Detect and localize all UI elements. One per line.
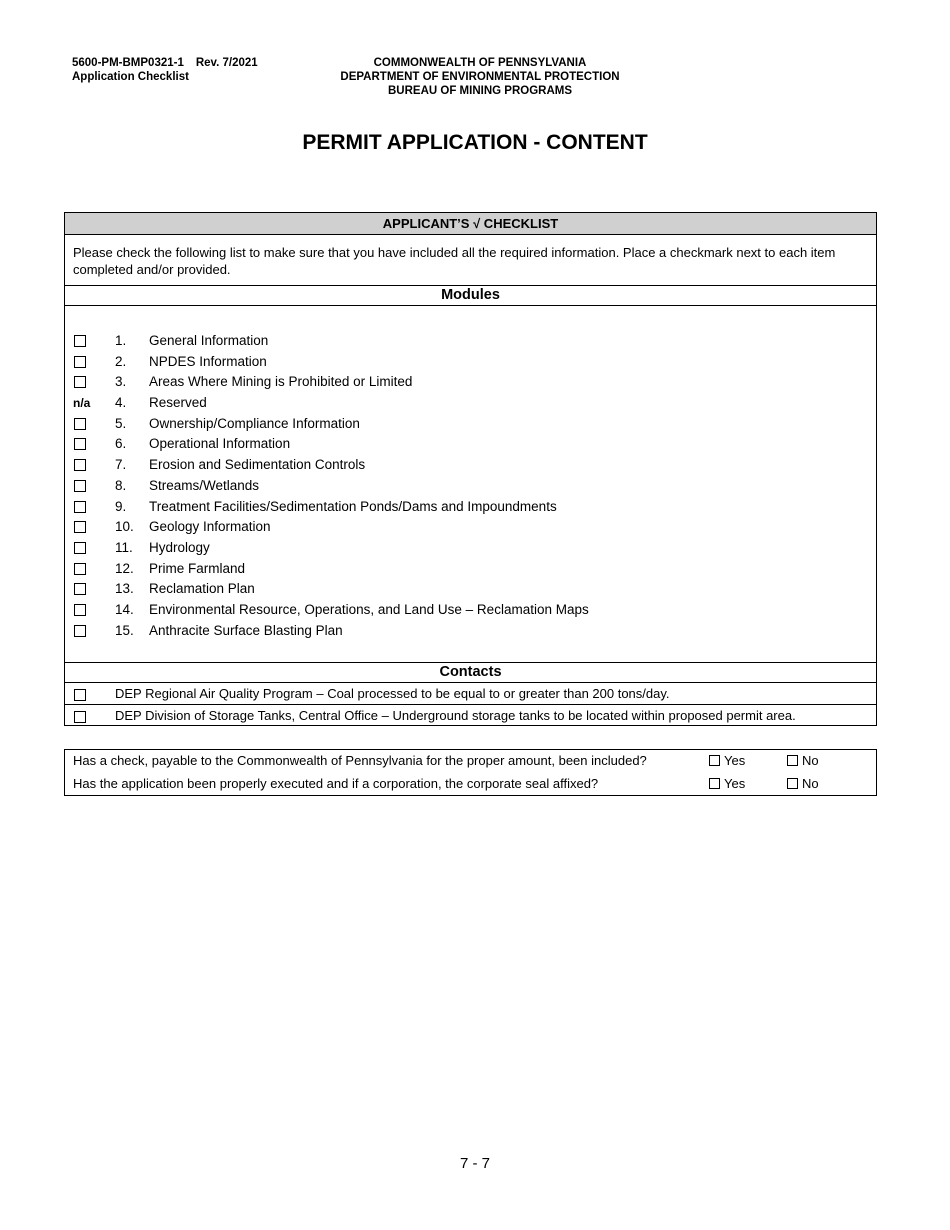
module-item xyxy=(65,621,876,642)
module-number: 7. xyxy=(115,457,127,473)
yes-label: Yes xyxy=(724,753,746,768)
module-label: Hydrology xyxy=(149,539,210,555)
module-label: Areas Where Mining is Prohibited or Limited xyxy=(149,374,413,390)
module-item xyxy=(65,600,876,621)
module-item xyxy=(65,517,876,538)
module-number: 5. xyxy=(115,415,127,431)
module-label: Anthracite Surface Blasting Plan xyxy=(149,622,343,638)
module-number: 8. xyxy=(115,477,127,493)
module-checkbox[interactable] xyxy=(74,459,86,471)
contacts-heading: Contacts xyxy=(65,663,876,683)
module-number: 15. xyxy=(115,622,134,638)
page-number: 7 - 7 xyxy=(459,1155,490,1172)
module-number: 1. xyxy=(115,333,127,348)
module-label: Environmental Resource, Operations, and Land Use – Reclamation Maps xyxy=(149,601,589,617)
module-item xyxy=(65,393,876,414)
checklist-intro: Please check the following list to make sure that you have included all the required information. Place a checkmark next to each item completed and/or provided. xyxy=(65,235,876,286)
module-label: Ownership/Compliance Information xyxy=(149,415,360,431)
module-number: 12. xyxy=(115,560,134,576)
page-title: PERMIT APPLICATION - CONTENT xyxy=(302,131,648,154)
form-number: 5600-PM-BMP0321-1 xyxy=(72,57,184,69)
no-option[interactable] xyxy=(787,776,819,791)
form-revision: Rev. 7/2021 xyxy=(195,57,258,69)
module-label: Prime Farmland xyxy=(149,560,246,576)
question-row xyxy=(65,750,876,773)
module-item xyxy=(65,497,876,518)
contact-item xyxy=(65,683,876,705)
module-label: Operational Information xyxy=(149,436,291,452)
agency-line: COMMONWEALTH OF PENNSYLVANIA xyxy=(373,57,587,69)
checklist-box xyxy=(64,212,877,726)
question-text: Has the application been properly executed and if a corporation, the corporate seal affixed? xyxy=(73,775,599,791)
module-number: 2. xyxy=(115,353,127,369)
yes-option[interactable] xyxy=(709,753,745,768)
module-item xyxy=(65,331,876,352)
modules-list xyxy=(65,306,876,663)
module-number: 4. xyxy=(115,395,127,411)
module-number: 11. xyxy=(115,539,133,555)
module-na-marker: n/a xyxy=(73,396,91,411)
contact-checkbox[interactable] xyxy=(74,711,86,723)
question-row xyxy=(65,773,876,796)
module-checkbox[interactable] xyxy=(74,356,86,368)
no-label: No xyxy=(802,775,819,791)
agency-line: DEPARTMENT OF ENVIRONMENTAL PROTECTION xyxy=(340,71,620,83)
module-number: 3. xyxy=(115,374,127,390)
module-label: Geology Information xyxy=(149,519,271,535)
module-item xyxy=(65,538,876,559)
module-checkbox[interactable] xyxy=(74,376,86,388)
contact-item xyxy=(65,705,876,727)
contact-label: DEP Division of Storage Tanks, Central Office – Underground storage tanks to be located within proposed permit area. xyxy=(115,708,796,723)
module-number: 6. xyxy=(115,436,127,452)
agency-header xyxy=(295,56,665,98)
module-item xyxy=(65,476,876,497)
module-checkbox[interactable] xyxy=(74,438,86,450)
module-checkbox[interactable] xyxy=(74,480,86,492)
no-label: No xyxy=(802,753,819,768)
module-checkbox[interactable] xyxy=(74,542,86,554)
module-number: 10. xyxy=(115,519,134,535)
question-text: Has a check, payable to the Commonwealth of Pennsylvania for the proper amount, been included? xyxy=(73,753,647,768)
module-item xyxy=(65,352,876,373)
module-item xyxy=(65,434,876,455)
module-number: 14. xyxy=(115,601,134,617)
contact-label: DEP Regional Air Quality Program – Coal processed to be equal to or greater than 200 tons/day. xyxy=(115,686,670,701)
module-checkbox[interactable] xyxy=(74,583,86,595)
module-item xyxy=(65,579,876,600)
module-label: General Information xyxy=(149,333,269,348)
module-item xyxy=(65,455,876,476)
module-item xyxy=(65,559,876,580)
module-checkbox[interactable] xyxy=(74,563,86,575)
contacts-list xyxy=(65,683,876,727)
module-checkbox[interactable] xyxy=(74,501,86,513)
contact-checkbox[interactable] xyxy=(74,689,86,701)
module-checkbox[interactable] xyxy=(74,625,86,637)
yes-option[interactable] xyxy=(709,776,745,791)
module-label: Reclamation Plan xyxy=(149,581,255,597)
modules-heading: Modules xyxy=(65,286,876,306)
module-item xyxy=(65,414,876,435)
no-checkbox[interactable] xyxy=(787,755,798,766)
module-label: Reserved xyxy=(149,395,207,411)
yes-label: Yes xyxy=(724,775,746,791)
module-number: 13. xyxy=(115,581,134,597)
module-item xyxy=(65,372,876,393)
module-label: Treatment Facilities/Sedimentation Ponds/Dams and Impoundments xyxy=(149,498,557,514)
yes-checkbox[interactable] xyxy=(709,778,720,789)
module-checkbox[interactable] xyxy=(74,604,86,616)
agency-line: BUREAU OF MINING PROGRAMS xyxy=(388,85,572,97)
module-label: Streams/Wetlands xyxy=(149,477,260,493)
module-label: NPDES Information xyxy=(149,353,267,369)
questions-box xyxy=(64,749,877,796)
no-checkbox[interactable] xyxy=(787,778,798,789)
no-option[interactable] xyxy=(787,753,819,768)
form-id-block xyxy=(72,56,258,84)
module-number: 9. xyxy=(115,498,127,514)
module-checkbox[interactable] xyxy=(74,335,86,347)
yes-checkbox[interactable] xyxy=(709,755,720,766)
module-label: Erosion and Sedimentation Controls xyxy=(149,457,366,473)
module-checkbox[interactable] xyxy=(74,418,86,430)
checklist-heading: APPLICANT’S √ CHECKLIST xyxy=(65,213,876,235)
module-checkbox[interactable] xyxy=(74,521,86,533)
form-name: Application Checklist xyxy=(72,71,189,83)
